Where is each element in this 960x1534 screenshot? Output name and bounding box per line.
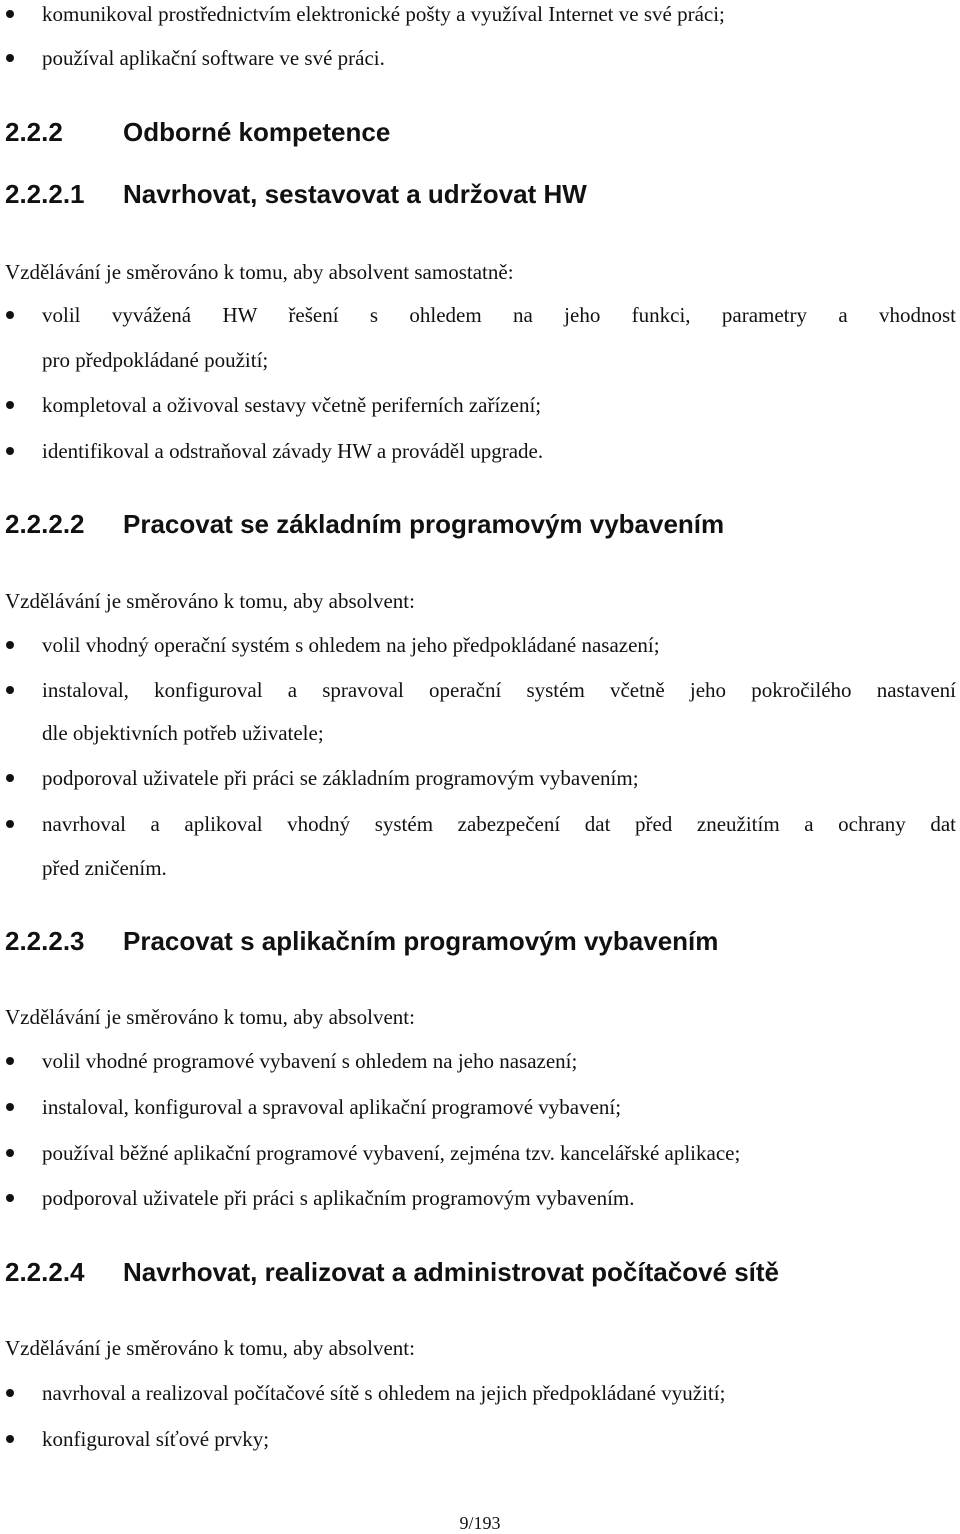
intro-text: Vzdělávání je směrováno k tomu, aby absolvent: [5,1336,415,1360]
list-item-continuation: dle objektivních potřeb uživatele; [42,721,324,745]
bullet-icon [6,401,14,409]
subsection-title: Pracovat se základním programovým vybavením [123,509,725,539]
bullet-icon [6,774,14,782]
bullet-icon [6,1149,14,1157]
list-item: navrhoval a realizoval počítačové sítě s ohledem na jejich předpokládané využití; [42,1381,726,1405]
section-number: 2.2.2 [5,117,63,147]
bullet-icon [6,1057,14,1065]
list-item: volil vhodný operační systém s ohledem na jeho předpokládané nasazení; [42,633,660,657]
list-item-continuation: před zničením. [42,856,167,880]
bullet-icon [6,311,14,319]
list-item: podporoval uživatele při práci s aplikačním programovým vybavením. [42,1186,635,1210]
bullet-icon [6,1103,14,1111]
subsection-heading [5,1256,779,1288]
list-item-continuation: pro předpokládané použití; [42,348,269,372]
section-title: Odborné kompetence [123,117,391,147]
bullet-icon [6,686,14,694]
subsection-number: 2.2.2.3 [5,926,85,956]
subsection-heading [5,508,724,540]
list-item: volil vyvážená HW řešení s ohledem na jeho funkci, parametry a vhodnost [42,303,956,327]
subsection-number: 2.2.2.4 [5,1257,85,1287]
bullet-icon [6,447,14,455]
page-number: 9/193 [459,1513,501,1533]
list-item: podporoval uživatele při práci se základním programovým vybavením; [42,766,639,790]
intro-text: Vzdělávání je směrováno k tomu, aby absolvent: [5,1005,415,1029]
subsection-title: Pracovat s aplikačním programovým vybavením [123,926,719,956]
bullet-icon [6,10,14,18]
bullet-icon [6,1389,14,1397]
list-item: používal aplikační software ve své práci. [42,46,385,70]
bullet-icon [6,1194,14,1202]
intro-text: Vzdělávání je směrováno k tomu, aby absolvent samostatně: [5,260,514,284]
subsection-title: Navrhovat, sestavovat a udržovat HW [123,179,587,209]
subsection-heading [5,178,587,210]
list-item: komunikoval prostřednictvím elektronické pošty a využíval Internet ve své práci; [42,2,725,26]
list-item: identifikoval a odstraňoval závady HW a prováděl upgrade. [42,439,544,463]
list-item: kompletoval a oživoval sestavy včetně periferních zařízení; [42,393,542,417]
subsection-heading [5,925,718,957]
subsection-number: 2.2.2.2 [5,509,85,539]
bullet-icon [6,641,14,649]
list-item: navrhoval a aplikoval vhodný systém zabezpečení dat před zneužitím a ochrany dat [42,812,956,836]
list-item: konfiguroval síťové prvky; [42,1427,270,1451]
subsection-number: 2.2.2.1 [5,179,85,209]
bullet-icon [6,1435,14,1443]
intro-text: Vzdělávání je směrováno k tomu, aby absolvent: [5,589,415,613]
list-item: instaloval, konfiguroval a spravoval operační systém včetně jeho pokročilého nastavení [42,678,956,702]
bullet-icon [6,54,14,62]
bullet-icon [6,820,14,828]
section-heading [5,116,390,148]
list-item: používal běžné aplikační programové vybavení, zejména tzv. kancelářské aplikace; [42,1141,741,1165]
subsection-title: Navrhovat, realizovat a administrovat počítačové sítě [123,1257,780,1287]
list-item: volil vhodné programové vybavení s ohledem na jeho nasazení; [42,1049,578,1073]
list-item: instaloval, konfiguroval a spravoval aplikační programové vybavení; [42,1095,622,1119]
